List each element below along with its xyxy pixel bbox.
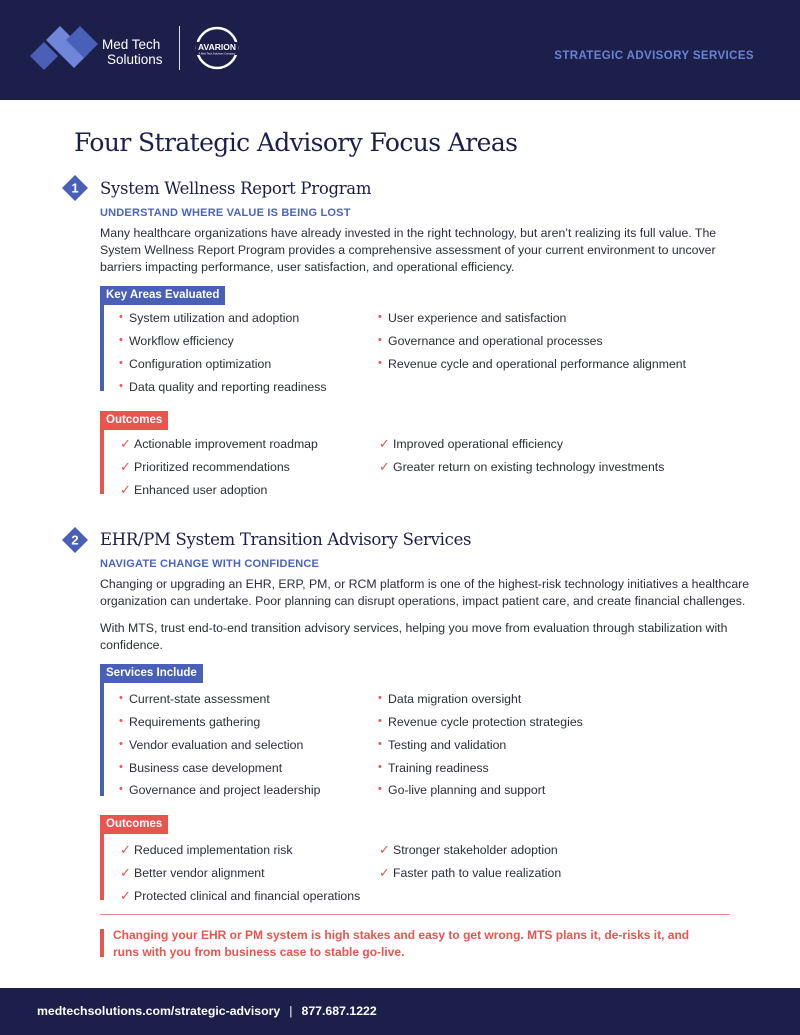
service-item: • Vendor evaluation and selection <box>119 738 304 752</box>
outcome-item: ✓ Enhanced user adoption <box>120 482 268 497</box>
service-item: • Testing and validation <box>378 738 507 752</box>
bullet-dot-icon: • <box>119 738 123 750</box>
checkmark-icon: ✓ <box>379 842 390 857</box>
outcome-item: ✓ Faster path to value realization <box>379 865 562 880</box>
bullet-dot-icon: • <box>119 357 123 369</box>
outcomes-bar <box>100 430 104 494</box>
section-1-number: 1 <box>71 180 79 196</box>
key-area-item: • Workflow efficiency <box>119 334 234 348</box>
section-1-title: System Wellness Report Program <box>100 179 372 198</box>
outcome-item: ✓ Improved operational efficiency <box>379 436 563 451</box>
outcomes-label: Outcomes <box>100 815 168 834</box>
key-area-item: • System utilization and adoption <box>119 311 300 325</box>
page-title: Four Strategic Advisory Focus Areas <box>74 128 518 157</box>
outcome-item: ✓ Better vendor alignment <box>120 865 265 880</box>
footer-contact <box>37 1004 377 1018</box>
service-item: • Training readiness <box>378 761 489 775</box>
bullet-dot-icon: • <box>119 311 123 323</box>
med-tech-logo-icon <box>30 26 98 70</box>
services-bar <box>100 683 104 796</box>
service-item: • Governance and project leadership <box>119 783 321 797</box>
key-area-item: • Data quality and reporting readiness <box>119 380 327 394</box>
service-item: • Business case development <box>119 761 283 775</box>
key-areas-label: Key Areas Evaluated <box>100 286 225 305</box>
checkmark-icon: ✓ <box>120 482 131 497</box>
section-2-description-line: Changing or upgrading an EHR, ERP, PM, or RCM platform is one of the highest-risk technology initiatives a healthcare <box>100 577 750 591</box>
bullet-dot-icon: • <box>119 761 123 773</box>
avarion-logo-icon <box>195 26 239 70</box>
checkmark-icon: ✓ <box>379 436 390 451</box>
checkmark-icon: ✓ <box>120 865 131 880</box>
callout-line: runs with you from business case to stable go-live. <box>113 945 405 959</box>
section-2-title: EHR/PM System Transition Advisory Services <box>100 530 472 549</box>
brand-line-1: Med Tech <box>102 37 161 52</box>
checkmark-icon: ✓ <box>379 865 390 880</box>
bullet-dot-icon: • <box>378 357 382 369</box>
bullet-dot-icon: • <box>378 783 382 795</box>
service-item: • Go-live planning and support <box>378 783 546 797</box>
section-2-number: 2 <box>71 532 79 548</box>
section-2-number-badge <box>62 527 88 553</box>
outcome-item: ✓ Actionable improvement roadmap <box>120 436 318 451</box>
section-1-description <box>100 225 760 276</box>
key-area-item: • User experience and satisfaction <box>378 311 567 325</box>
callout-line: Changing your EHR or PM system is high stakes and easy to get wrong. MTS plans it, de-risks it, and <box>113 928 690 942</box>
partner-logo-tagline: A Med Tech Solutions Company <box>198 52 236 56</box>
key-area-item: • Governance and operational processes <box>378 334 603 348</box>
header-divider <box>179 26 180 70</box>
bullet-dot-icon: • <box>378 311 382 323</box>
section-2-description <box>100 576 760 610</box>
bullet-dot-icon: • <box>119 692 123 704</box>
outcome-item: ✓ Prioritized recommendations <box>120 459 290 474</box>
section-2-subtitle: NAVIGATE CHANGE WITH CONFIDENCE <box>100 558 320 570</box>
bullet-dot-icon: • <box>378 761 382 773</box>
bullet-dot-icon: • <box>378 738 382 750</box>
outcome-item: ✓ Protected clinical and financial operations <box>120 888 361 903</box>
service-item: • Requirements gathering <box>119 715 261 729</box>
outcome-item: ✓ Greater return on existing technology investments <box>379 459 665 474</box>
outcome-item: ✓ Stronger stakeholder adoption <box>379 842 558 857</box>
section-2-mts-description <box>100 620 760 654</box>
section-1-number-badge <box>62 175 88 201</box>
service-item: • Current-state assessment <box>119 692 270 706</box>
header-tagline: STRATEGIC ADVISORY SERVICES <box>554 50 754 62</box>
bullet-dot-icon: • <box>378 715 382 727</box>
section-divider <box>100 914 730 915</box>
page-header <box>0 0 800 100</box>
section-1-description-line: barriers impacting performance, user satisfaction, and operational efficiency. <box>100 260 515 274</box>
section-1-description-line: System Wellness Report Program provides a comprehensive assessment of your current environment to uncover <box>100 243 716 257</box>
partner-logo-text: AVARION <box>198 42 236 52</box>
key-area-item: • Configuration optimization <box>119 357 272 371</box>
section-2-description-line: organization can undertake. Poor planning can disrupt operations, impact patient care, and create financial challenges. <box>100 594 746 608</box>
brand-name <box>102 37 163 67</box>
outcomes-bar <box>100 834 104 900</box>
section-2-description-line: confidence. <box>100 638 163 652</box>
footer-phone[interactable]: 877.687.1222 <box>301 1004 377 1018</box>
footer-url-link[interactable]: medtechsolutions.com/strategic-advisory <box>37 1004 281 1018</box>
bullet-dot-icon: • <box>119 380 123 392</box>
bullet-dot-icon: • <box>119 715 123 727</box>
brand-line-2: Solutions <box>107 52 163 67</box>
checkmark-icon: ✓ <box>379 459 390 474</box>
bullet-dot-icon: • <box>378 692 382 704</box>
footer-separator: | <box>289 1004 293 1018</box>
checkmark-icon: ✓ <box>120 459 131 474</box>
callout-text <box>113 927 713 961</box>
bullet-dot-icon: • <box>119 783 123 795</box>
checkmark-icon: ✓ <box>120 436 131 451</box>
bullet-dot-icon: • <box>378 334 382 346</box>
section-1-subtitle: UNDERSTAND WHERE VALUE IS BEING LOST <box>100 207 351 219</box>
page-footer <box>0 988 800 1035</box>
section-2-description-line: With MTS, trust end-to-end transition advisory services, helping you move from evaluation through stabilization with <box>100 621 728 635</box>
services-include-label: Services Include <box>100 664 203 683</box>
service-item: • Data migration oversight <box>378 692 522 706</box>
callout-bar <box>100 929 104 957</box>
key-area-item: • Revenue cycle and operational performance alignment <box>378 357 687 371</box>
service-item: • Revenue cycle protection strategies <box>378 715 583 729</box>
checkmark-icon: ✓ <box>120 842 131 857</box>
outcome-item: ✓ Reduced implementation risk <box>120 842 293 857</box>
checkmark-icon: ✓ <box>120 888 131 903</box>
section-1-description-line: Many healthcare organizations have already invested in the right technology, but aren’t realizing its full value. The <box>100 226 717 240</box>
outcomes-label: Outcomes <box>100 411 168 430</box>
key-areas-bar <box>100 305 104 391</box>
bullet-dot-icon: • <box>119 334 123 346</box>
